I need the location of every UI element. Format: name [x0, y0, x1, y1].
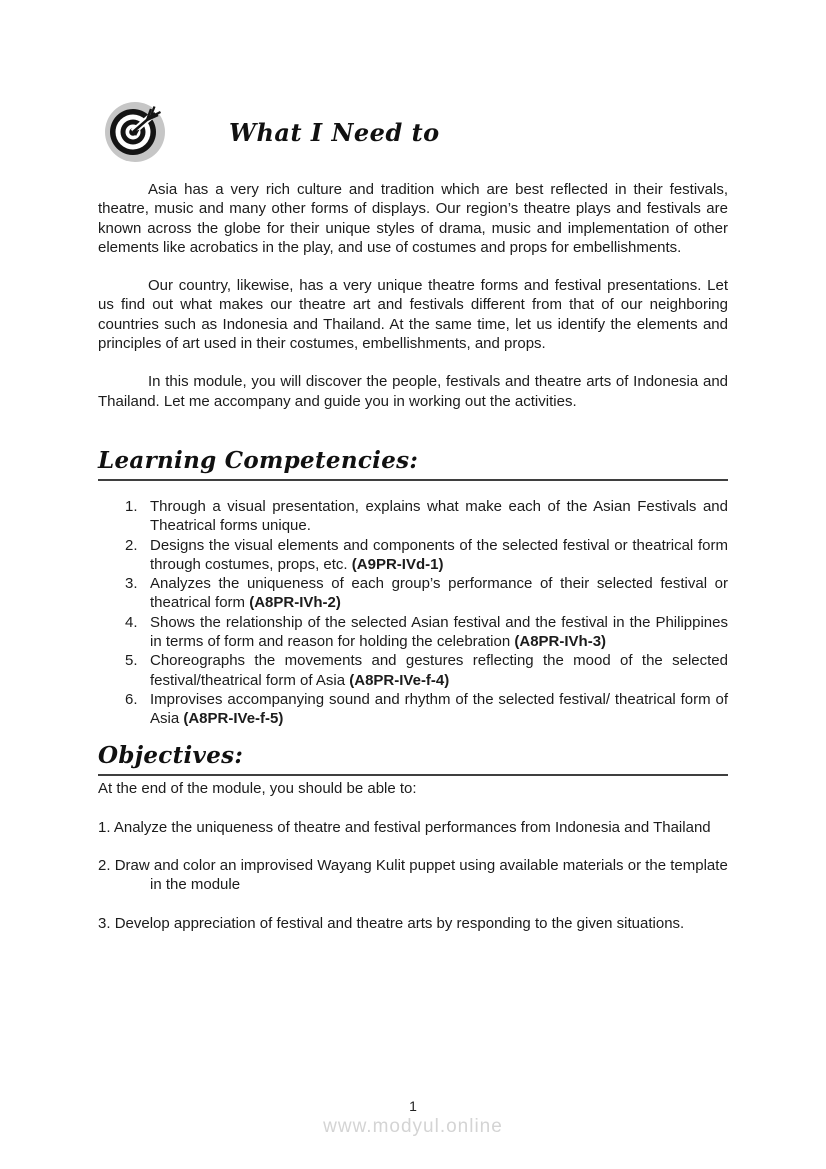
competency-number: 5.: [125, 652, 138, 670]
objective-text: Analyze the uniqueness of theatre and festival performances from Indonesia and Thailand: [113, 818, 711, 836]
competency-item-4: [98, 613, 728, 652]
competency-number: 2.: [125, 536, 138, 554]
competency-item-6: [98, 690, 728, 729]
competency-code: (A8PR-IVh-3): [514, 633, 607, 651]
page-content: [98, 0, 728, 952]
learning-competencies-list: [98, 497, 728, 729]
competency-text: Through a visual presentation, explains what make each of the Asian Festivals and Theatrical forms unique.: [150, 497, 728, 535]
objective-number: 1.: [98, 818, 111, 836]
competency-code: (A8PR-IVe-f-5): [183, 710, 284, 728]
competency-text: Analyzes the uniqueness of each group’s performance of their selected festival or theatrical form (A8PR-IVh-2): [150, 575, 728, 612]
watermark: www.modyul.online: [323, 1116, 503, 1137]
competency-code: (A8PR-IVh-2): [249, 594, 341, 612]
page-number: 1: [409, 1098, 417, 1114]
competency-item-5: [98, 651, 728, 690]
competency-item-1: [98, 497, 728, 536]
competency-item-3: [98, 574, 728, 613]
competency-number: 1.: [125, 497, 138, 515]
intro-paragraph-2: Our country, likewise, has a very unique theatre forms and festival presentations. Let us find out what makes our theatre art and festivals different from that of our neighboring countries such as Indonesia and Thailand. At the same time, let us identify the elements and principles of art used in their costumes, embellishments, and props.: [98, 277, 728, 353]
objectives-list: [98, 818, 728, 933]
objectives-heading: Objectives:: [98, 742, 728, 776]
competency-code: (A8PR-IVe-f-4): [349, 671, 450, 689]
page-title: What I Need to: [229, 117, 440, 147]
objective-item-3: [98, 914, 728, 933]
competency-code: (A9PR-IVd-1): [351, 555, 444, 573]
objectives-lead: At the end of the module, you should be able to:: [98, 779, 417, 797]
intro-paragraph-3: In this module, you will discover the people, festivals and theatre arts of Indonesia and Thailand. Let me accompany and guide you in working out the activities.: [98, 373, 728, 410]
competency-number: 3.: [125, 575, 138, 593]
competency-number: 6.: [125, 690, 138, 708]
objective-item-1: [98, 818, 728, 837]
competency-item-2: [98, 536, 728, 575]
target-icon: [103, 100, 167, 164]
objective-text: Draw and color an improvised Wayang Kulit puppet using available materials or the template in the module: [114, 857, 728, 894]
objective-number: 3.: [98, 914, 111, 932]
competency-text: Improvises accompanying sound and rhythm of the selected festival/ theatrical form of Asia (A8PR-IVe-f-5): [150, 690, 728, 728]
objective-text: Develop appreciation of festival and theatre arts by responding to the given situations.: [114, 914, 685, 932]
competency-text: Shows the relationship of the selected Asian festival and the festival in the Philippines in terms of form and reason for holding the celebration (A8PR-IVh-3): [150, 613, 728, 651]
learning-competencies-heading: Learning Competencies:: [98, 447, 728, 481]
objective-item-2: [98, 856, 728, 895]
competency-text: Designs the visual elements and components of the selected festival or theatrical form through costumes, props, etc. (A9PR-IVd-1): [150, 536, 728, 573]
competency-number: 4.: [125, 613, 138, 631]
intro-paragraph-1: Asia has a very rich culture and tradition which are best reflected in their festivals, theatre, music and many other forms of displays. Our region’s theatre plays and festivals are known across the globe for their unique styles of drama, music and implementation of other elements like acrobatics in the play, and use of costumes and props for embellishments.: [98, 181, 728, 256]
competency-text: Choreographs the movements and gestures reflecting the mood of the selected festival/theatrical form of Asia (A8PR-IVe-f-4): [150, 652, 728, 689]
objective-number: 2.: [98, 857, 111, 875]
page-header: [98, 100, 728, 164]
